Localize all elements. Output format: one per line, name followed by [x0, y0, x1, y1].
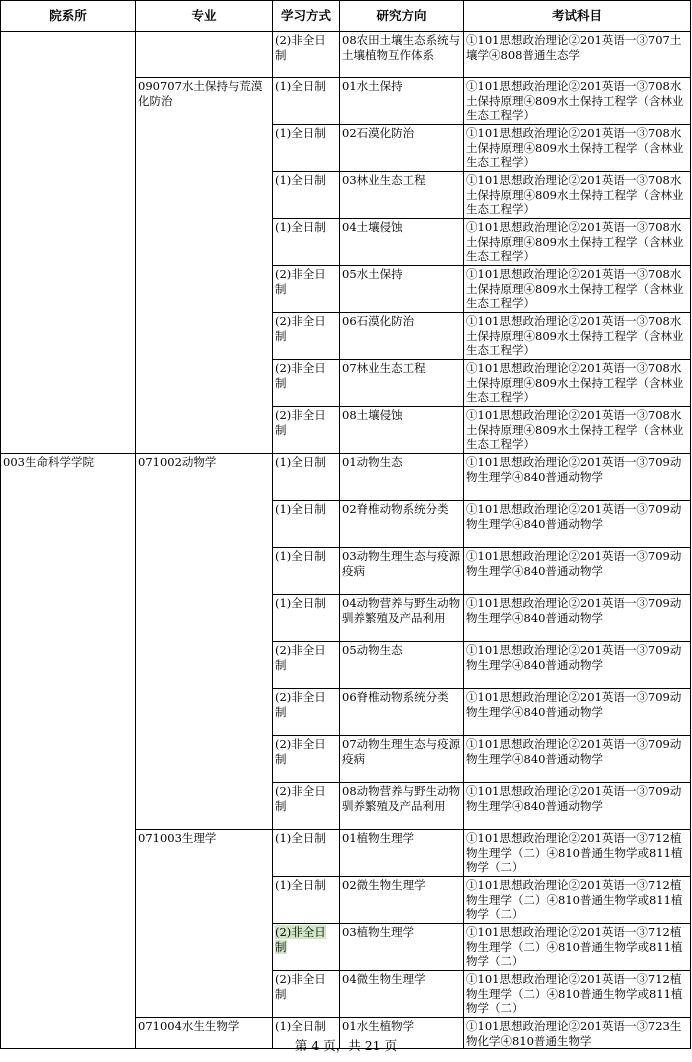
mode-cell-text: (1)全日制	[275, 831, 326, 845]
table-row	[1, 454, 691, 501]
direction-cell-text: 01水生植物学	[342, 1019, 415, 1033]
mode-cell	[273, 595, 340, 642]
exam-cell-text: ①101思想政治理论②201英语一③708水土保持原理④809水土保持工程学（含林业生态工程学）	[466, 408, 684, 451]
direction-cell-text: 01动物生态	[342, 455, 403, 469]
exam-cell	[464, 219, 691, 266]
direction-cell	[340, 313, 464, 360]
mode-cell	[273, 877, 340, 924]
major-cell	[136, 830, 273, 1018]
mode-cell-text: (2)非全日制	[275, 361, 326, 390]
mode-cell	[273, 689, 340, 736]
exam-cell	[464, 407, 691, 454]
exam-cell	[464, 548, 691, 595]
direction-cell-text: 08农田土壤生态系统与土壤植物互作体系	[342, 33, 461, 62]
direction-cell	[340, 32, 464, 78]
mode-cell	[273, 78, 340, 125]
direction-cell	[340, 642, 464, 689]
direction-cell-text: 04土壤侵蚀	[342, 220, 403, 234]
major-cell-text: 071003生理学	[138, 831, 217, 845]
direction-cell-text: 07动物生理生态与疫源疫病	[342, 737, 461, 766]
exam-cell-text: ①101思想政治理论②201英语一③708水土保持原理④809水土保持工程学（含林业生态工程学）	[466, 314, 684, 357]
dept-cell	[1, 454, 136, 1049]
direction-cell	[340, 454, 464, 501]
mode-cell	[273, 924, 340, 971]
mode-cell-text: (1)全日制	[275, 596, 326, 610]
mode-cell-text: (2)非全日制	[275, 925, 326, 954]
mode-cell	[273, 971, 340, 1018]
mode-cell	[273, 266, 340, 313]
dept-cell	[1, 32, 136, 454]
header-direction: 研究方向	[340, 1, 464, 32]
exam-cell-text: ①101思想政治理论②201英语一③707土壤学④808普通生态学	[466, 33, 682, 62]
major-cell	[136, 32, 273, 78]
mode-cell-text: (1)全日制	[275, 549, 326, 563]
exam-cell-text: ①101思想政治理论②201英语一③708水土保持原理④809水土保持工程学（含林业生态工程学）	[466, 79, 684, 122]
dept-cell-text: 003生命科学学院	[3, 455, 94, 469]
exam-cell	[464, 924, 691, 971]
exam-cell-text: ①101思想政治理论②201英语一③709动物生理学④840普通动物学	[466, 455, 682, 484]
direction-cell-text: 06脊椎动物系统分类	[342, 690, 449, 704]
exam-cell	[464, 689, 691, 736]
mode-cell-text: (2)非全日制	[275, 690, 326, 719]
exam-cell-text: ①101思想政治理论②201英语一③709动物生理学④840普通动物学	[466, 784, 682, 813]
direction-cell-text: 01植物生理学	[342, 831, 415, 845]
exam-cell	[464, 78, 691, 125]
direction-cell-text: 02微生物生理学	[342, 878, 426, 892]
direction-cell	[340, 595, 464, 642]
exam-cell-text: ①101思想政治理论②201英语一③709动物生理学④840普通动物学	[466, 502, 682, 531]
exam-cell-text: ①101思想政治理论②201英语一③708水土保持原理④809水土保持工程学（含林业生态工程学）	[466, 173, 684, 216]
exam-cell	[464, 783, 691, 830]
exam-cell	[464, 266, 691, 313]
direction-cell-text: 08动物营养与野生动物驯养繁殖及产品利用	[342, 784, 461, 813]
header-dept: 院系所	[1, 1, 136, 32]
direction-cell-text: 03动物生理生态与疫源疫病	[342, 549, 461, 578]
mode-cell	[273, 454, 340, 501]
exam-cell	[464, 172, 691, 219]
exam-cell	[464, 642, 691, 689]
direction-cell-text: 05水土保持	[342, 267, 403, 281]
direction-cell	[340, 125, 464, 172]
direction-cell-text: 04微生物生理学	[342, 972, 426, 986]
mode-cell	[273, 32, 340, 78]
direction-cell	[340, 219, 464, 266]
direction-cell	[340, 783, 464, 830]
mode-cell-text: (1)全日制	[275, 79, 326, 93]
mode-cell	[273, 501, 340, 548]
mode-cell-text: (1)全日制	[275, 126, 326, 140]
direction-cell	[340, 360, 464, 407]
mode-cell	[273, 548, 340, 595]
major-cell-text: 090707水土保持与荒漠化防治	[138, 79, 263, 108]
direction-cell	[340, 266, 464, 313]
direction-cell	[340, 971, 464, 1018]
direction-cell	[340, 924, 464, 971]
exam-cell-text: ①101思想政治理论②201英语一③712植物生理学（二）④810普通生物学或811植物学（二）	[466, 972, 683, 1015]
exam-cell-text: ①101思想政治理论②201英语一③709动物生理学④840普通动物学	[466, 549, 682, 578]
mode-cell-text: (1)全日制	[275, 502, 326, 516]
exam-cell	[464, 360, 691, 407]
exam-cell-text: ①101思想政治理论②201英语一③712植物生理学（二）④810普通生物学或811植物学（二）	[466, 925, 683, 968]
mode-cell-text: (2)非全日制	[275, 33, 326, 62]
direction-cell	[340, 501, 464, 548]
mode-cell	[273, 407, 340, 454]
exam-cell-text: ①101思想政治理论②201英语一③708水土保持原理④809水土保持工程学（含林业生态工程学）	[466, 220, 684, 263]
mode-cell-text: (1)全日制	[275, 1019, 326, 1033]
direction-cell-text: 03林业生态工程	[342, 173, 426, 187]
direction-cell-text: 02石漠化防治	[342, 126, 415, 140]
exam-cell	[464, 501, 691, 548]
table-row	[1, 32, 691, 78]
direction-cell	[340, 830, 464, 877]
exam-cell	[464, 736, 691, 783]
mode-cell-text: (2)非全日制	[275, 408, 326, 437]
mode-cell	[273, 642, 340, 689]
major-cell-text: 071002动物学	[138, 455, 217, 469]
exam-cell-text: ①101思想政治理论②201英语一③712植物生理学（二）④810普通生物学或811植物学（二）	[466, 878, 683, 921]
exam-cell-text: ①101思想政治理论②201英语一③712植物生理学（二）④810普通生物学或811植物学（二）	[466, 831, 683, 874]
mode-cell	[273, 830, 340, 877]
mode-cell-text: (2)非全日制	[275, 784, 326, 813]
mode-cell	[273, 219, 340, 266]
direction-cell-text: 02脊椎动物系统分类	[342, 502, 449, 516]
major-cell	[136, 454, 273, 830]
direction-cell-text: 03植物生理学	[342, 925, 415, 939]
mode-cell-text: (1)全日制	[275, 220, 326, 234]
mode-cell	[273, 783, 340, 830]
header-major: 专业	[136, 1, 273, 32]
direction-cell	[340, 172, 464, 219]
exam-cell-text: ①101思想政治理论②201英语一③709动物生理学④840普通动物学	[466, 737, 682, 766]
exam-cell-text: ①101思想政治理论②201英语一③708水土保持原理④809水土保持工程学（含林业生态工程学）	[466, 361, 684, 404]
exam-cell	[464, 830, 691, 877]
major-cell-text: 071004水生生物学	[138, 1019, 240, 1033]
direction-cell	[340, 736, 464, 783]
direction-cell	[340, 407, 464, 454]
mode-cell-text: (2)非全日制	[275, 643, 326, 672]
exam-cell	[464, 125, 691, 172]
mode-cell	[273, 360, 340, 407]
direction-cell	[340, 877, 464, 924]
header-mode: 学习方式	[273, 1, 340, 32]
direction-cell	[340, 689, 464, 736]
direction-cell-text: 07林业生态工程	[342, 361, 426, 375]
header-exam: 考试科目	[464, 1, 691, 32]
mode-cell	[273, 172, 340, 219]
direction-cell	[340, 548, 464, 595]
exam-cell	[464, 877, 691, 924]
direction-cell-text: 01水土保持	[342, 79, 403, 93]
mode-cell-text: (1)全日制	[275, 173, 326, 187]
mode-cell-text: (2)非全日制	[275, 972, 326, 1001]
exam-cell-text: ①101思想政治理论②201英语一③709动物生理学④840普通动物学	[466, 596, 682, 625]
direction-cell-text: 05动物生态	[342, 643, 403, 657]
mode-cell-text: (2)非全日制	[275, 737, 326, 766]
exam-cell	[464, 971, 691, 1018]
exam-cell-text: ①101思想政治理论②201英语一③709动物生理学④840普通动物学	[466, 643, 682, 672]
exam-cell-text: ①101思想政治理论②201英语一③708水土保持原理④809水土保持工程学（含林业生态工程学）	[466, 126, 684, 169]
mode-cell	[273, 736, 340, 783]
page-footer: 第 4 页，共 21 页	[294, 1038, 398, 1053]
major-cell	[136, 78, 273, 454]
direction-cell-text: 06石漠化防治	[342, 314, 415, 328]
exam-cell-text: ①101思想政治理论②201英语一③709动物生理学④840普通动物学	[466, 690, 682, 719]
exam-cell	[464, 595, 691, 642]
exam-cell-text: ①101思想政治理论②201英语一③723生物化学④810普通生物学	[466, 1019, 682, 1047]
exam-cell-text: ①101思想政治理论②201英语一③708水土保持原理④809水土保持工程学（含林业生态工程学）	[466, 267, 684, 310]
exam-cell	[464, 32, 691, 78]
exam-cell	[464, 313, 691, 360]
direction-cell-text: 08土壤侵蚀	[342, 408, 403, 422]
exam-cell	[464, 454, 691, 501]
mode-cell-text: (1)全日制	[275, 455, 326, 469]
mode-cell-text: (1)全日制	[275, 878, 326, 892]
table-header-row	[1, 1, 691, 32]
mode-cell-text: (2)非全日制	[275, 267, 326, 296]
mode-cell	[273, 313, 340, 360]
direction-cell	[340, 78, 464, 125]
direction-cell-text: 04动物营养与野生动物驯养繁殖及产品利用	[342, 596, 461, 625]
mode-cell	[273, 125, 340, 172]
mode-cell-text: (2)非全日制	[275, 314, 326, 343]
